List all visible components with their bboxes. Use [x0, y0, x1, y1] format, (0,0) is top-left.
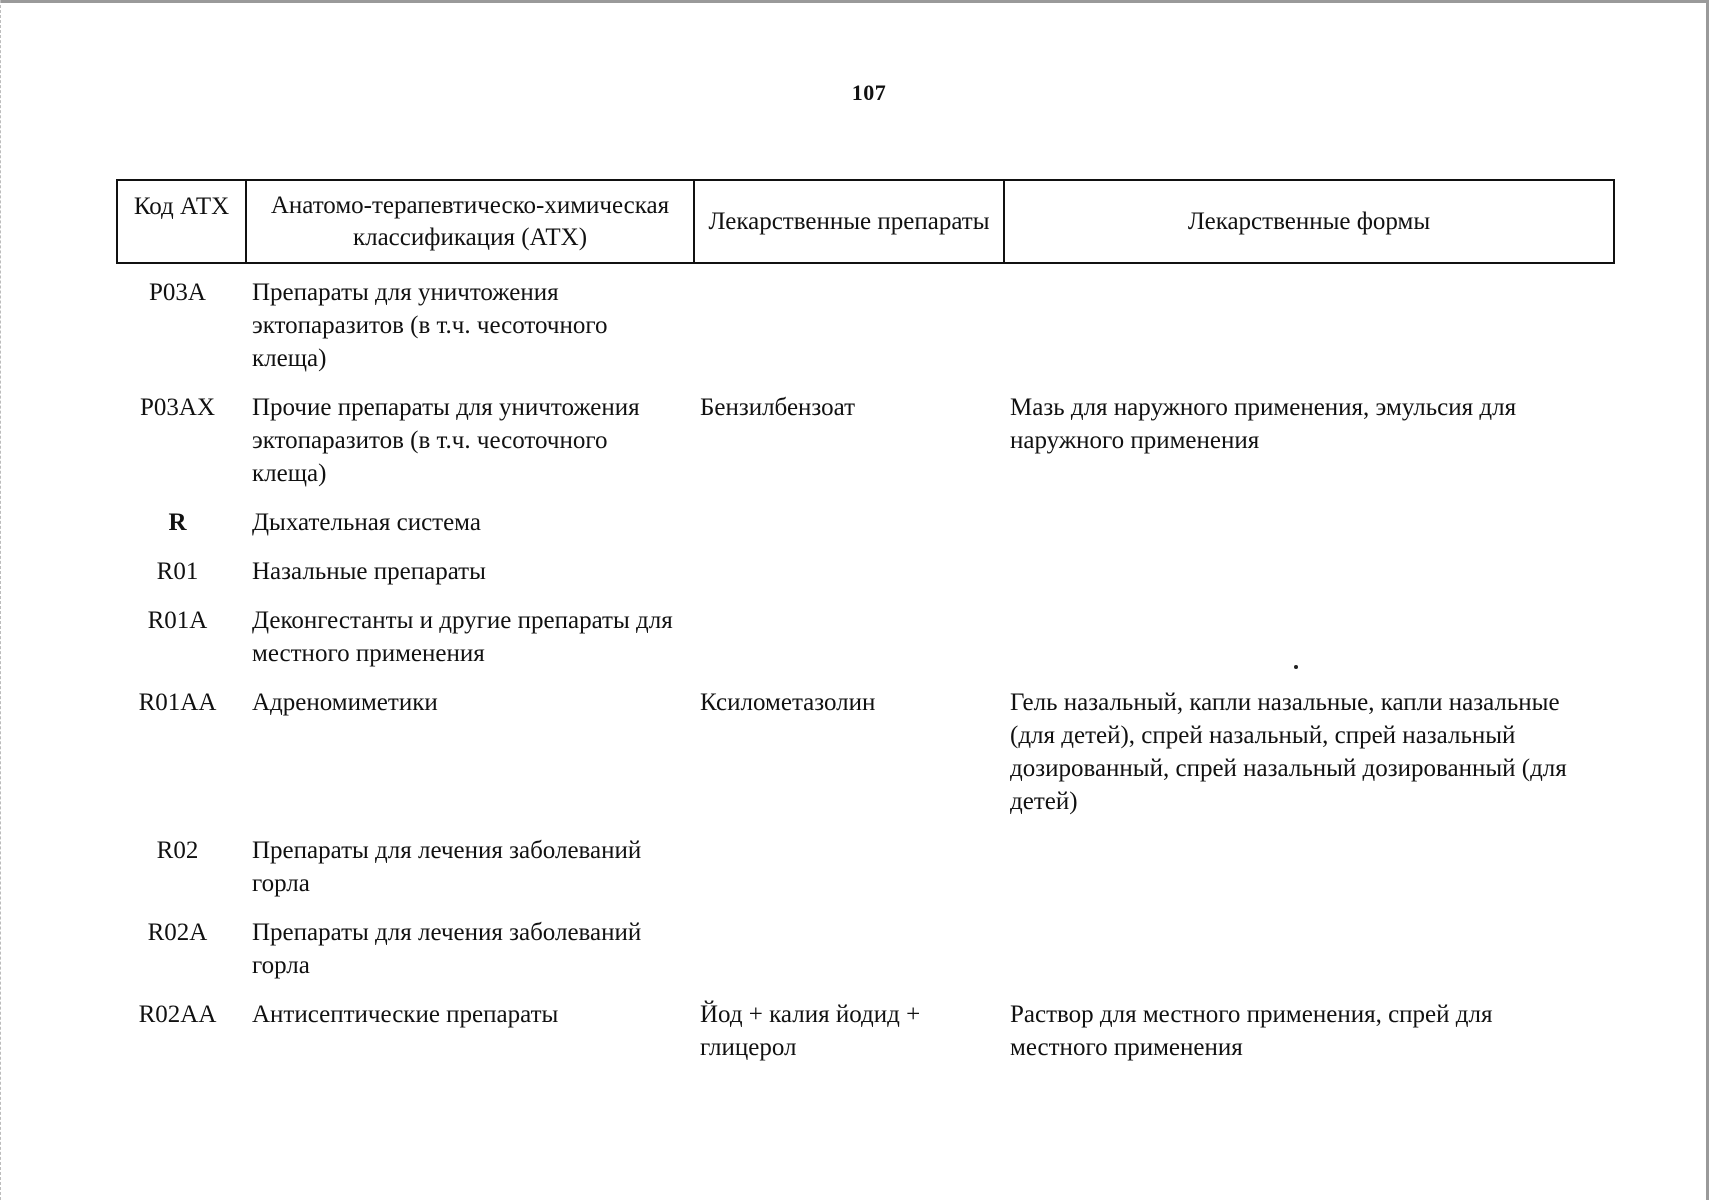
- drug-name: [693, 276, 1003, 375]
- dosage-forms: [1003, 604, 1615, 670]
- atc-classification: Адреномиметики: [252, 689, 438, 716]
- dosage-forms: [1003, 555, 1615, 588]
- atc-code: R02A: [147, 919, 208, 946]
- table-row: [116, 555, 1615, 588]
- drug-name: [693, 916, 1003, 982]
- header-forms: Лекарственные формы: [1187, 207, 1431, 235]
- dosage-forms: [1003, 916, 1615, 982]
- dosage-forms: [1003, 506, 1615, 539]
- dosage-forms: Мазь для наружного применения, эмульсия для наружного применения: [1010, 394, 1517, 454]
- atc-code: P03AX: [139, 394, 215, 421]
- scan-border-top: [0, 0, 1709, 3]
- scan-border-left: [0, 0, 2, 1200]
- atc-classification: Деконгестанты и другие препараты для местного применения: [252, 607, 673, 667]
- table-row: [116, 686, 1615, 818]
- drug-name: [693, 604, 1003, 670]
- atc-code: R02: [156, 837, 199, 864]
- header-drugs: Лекарственные препараты: [695, 181, 1005, 262]
- table-row: [116, 998, 1615, 1064]
- table-row: [116, 276, 1615, 375]
- drug-name: Бензилбензоат: [700, 394, 856, 421]
- atc-classification: Препараты для лечения заболеваний горла: [252, 837, 642, 897]
- atc-code: P03A: [149, 279, 206, 306]
- atc-classification: Препараты для уничтожения эктопаразитов (в т.ч. чесоточного клеща): [252, 279, 608, 372]
- drug-name: [693, 834, 1003, 900]
- atc-classification: Антисептические препараты: [252, 1001, 559, 1028]
- scan-speck: [1294, 665, 1298, 669]
- atc-classification: Назальные препараты: [252, 558, 486, 585]
- atc-classification: Дыхательная система: [252, 509, 481, 536]
- atc-code: R02AA: [138, 1001, 217, 1028]
- atc-classification: Прочие препараты для уничтожения эктопаразитов (в т.ч. чесоточного клеща): [252, 394, 640, 487]
- dosage-forms: Раствор для местного применения, спрей для местного применения: [1010, 1001, 1493, 1061]
- table-row: [116, 391, 1615, 490]
- dosage-forms: Гель назальный, капли назальные, капли назальные (для детей), спрей назальный, спрей назальный дозированный, спрей назальный дозированный (для детей): [1010, 689, 1567, 815]
- dosage-forms: [1003, 276, 1615, 375]
- atc-code: R01AA: [138, 689, 217, 716]
- atc-code: R: [168, 509, 187, 536]
- table-row: [116, 834, 1615, 900]
- drug-name: Йод + калия йодид + глицерол: [700, 1001, 921, 1061]
- header-classification: Анатомо-терапевтическо-химическая классификация (АТХ): [247, 181, 695, 262]
- header-code: Код АТХ: [118, 181, 247, 262]
- atc-code: R01A: [147, 607, 208, 634]
- drug-name: [693, 506, 1003, 539]
- table-row: [116, 506, 1615, 539]
- table-body: [116, 276, 1615, 1080]
- table-header: [116, 179, 1615, 264]
- dosage-forms: [1003, 834, 1615, 900]
- drug-name: [693, 555, 1003, 588]
- atc-classification: Препараты для лечения заболеваний горла: [252, 919, 642, 979]
- drug-name: Ксилометазолин: [700, 689, 876, 716]
- page-number: 107: [851, 80, 887, 105]
- table-row: [116, 916, 1615, 982]
- atc-code: R01: [156, 558, 199, 585]
- table-row: [116, 604, 1615, 670]
